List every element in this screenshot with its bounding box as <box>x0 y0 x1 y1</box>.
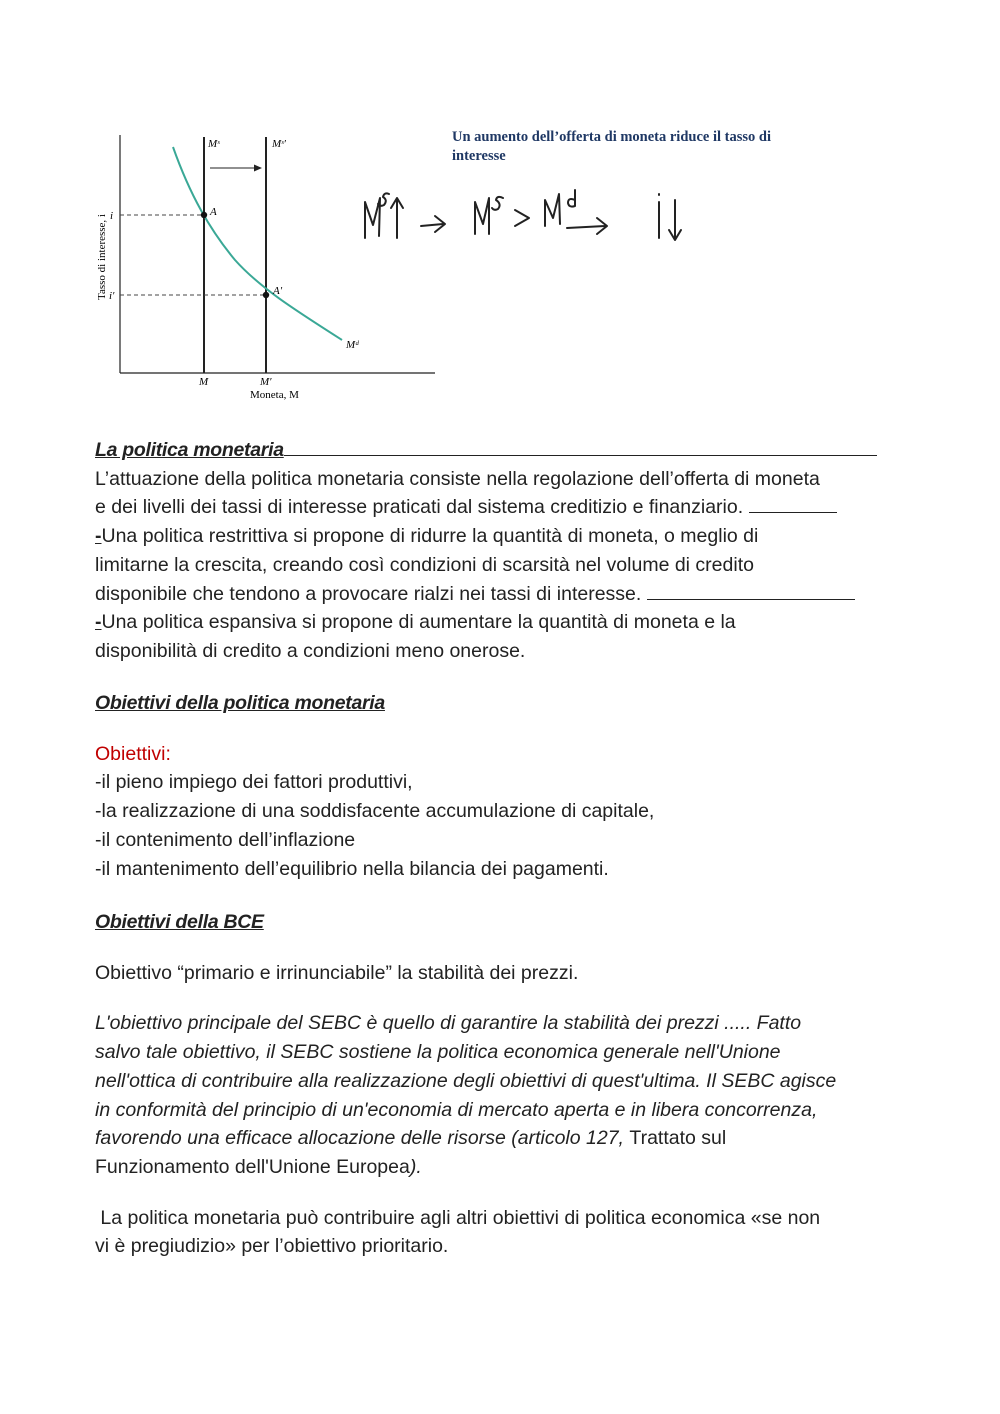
title-underline-rule <box>284 437 877 456</box>
paragraph-line: Una politica restrittiva si propone di ridurre la quantità di moneta, o meglio di <box>101 525 759 548</box>
paragraph-line: limitarne la crescita, creando così condizioni di scarsità nel volume di credito <box>95 553 754 576</box>
section-obiettivi-politica <box>95 689 907 883</box>
y-axis-label: Tasso di interesse, i <box>96 214 108 300</box>
closing-line: La politica monetaria può contribuire agli altri obiettivi di politica economica «se non <box>95 1206 821 1229</box>
point-a2 <box>263 292 269 298</box>
quote-line: nell'ottica di contribuire alla realizzazione degli obiettivi di quest'ultima. Il SEBC agisce <box>95 1069 837 1092</box>
section-title: Obiettivi della politica monetaria <box>95 692 385 714</box>
label-ms: Mˢ <box>208 138 220 150</box>
quote-line: in conformità del principio di un'economia di mercato aperta e in libera concorrenza, <box>95 1098 818 1121</box>
shift-arrow-head <box>254 165 262 172</box>
quote-line: L'obiettivo principale del SEBC è quello di garantire la stabilità dei prezzi ..... Fatto <box>95 1012 802 1035</box>
list-item: -il pieno impiego dei fattori produttivi, <box>95 771 413 794</box>
tick-m2: M′ <box>260 376 272 388</box>
quote-end: ). <box>409 1155 422 1178</box>
tick-i: i <box>110 210 114 222</box>
paragraph-line: Una politica espansiva si propone di aumentare la quantità di moneta e la <box>101 611 736 634</box>
treaty-name: Funzionamento dell'Unione Europea <box>95 1155 410 1178</box>
section-obiettivi-bce <box>95 908 907 1261</box>
list-dash: - <box>95 611 102 634</box>
money-demand-curve <box>173 147 342 340</box>
objectives-label: Obiettivi: <box>95 742 171 765</box>
closing-line: vi è pregiudizio» per l’obiettivo prioritario. <box>95 1235 449 1258</box>
paragraph-line: disponibilità di credito a condizioni meno onerose. <box>95 639 526 662</box>
money-market-figure <box>90 125 450 415</box>
quote-line: favorendo una efficace allocazione delle risorse (articolo 127, <box>95 1127 630 1150</box>
paragraph-line: e dei livelli dei tassi di interesse praticati dal sistema creditizio e finanziario. <box>95 496 744 519</box>
label-md: Mᵈ <box>346 339 359 351</box>
point-a <box>201 212 207 218</box>
figure-caption: Un aumento dell’offerta di moneta riduce il tasso di interesse <box>452 129 771 164</box>
section-title: La politica monetaria <box>95 439 284 461</box>
quote-line: salvo tale obiettivo, il SEBC sostiene la politica economica generale nell'Unione <box>95 1041 781 1064</box>
treaty-name: Trattato sul <box>629 1127 727 1150</box>
label-ms2: Mˢ′ <box>272 138 286 150</box>
line-fill-rule <box>647 581 855 600</box>
tick-i2: i′ <box>109 290 115 302</box>
list-item: -il mantenimento dell’equilibrio nella bilancia dei pagamenti. <box>95 857 609 880</box>
section-title: Obiettivi della BCE <box>95 911 264 933</box>
label-a: A <box>210 206 217 218</box>
label-a2: A′ <box>273 285 283 297</box>
x-axis-label: Moneta, M <box>250 389 299 401</box>
paragraph-line: L’attuazione della politica monetaria consiste nella regolazione dell’offerta di moneta <box>95 467 820 490</box>
line-fill-rule <box>749 494 837 513</box>
paragraph-line: disponibile che tendono a provocare rialzi nei tassi di interesse. <box>95 582 642 605</box>
list-dash: - <box>95 525 102 548</box>
list-item: -la realizzazione di una soddisfacente accumulazione di capitale, <box>95 800 655 823</box>
list-item: -il contenimento dell’inflazione <box>95 828 356 851</box>
tick-m: M <box>199 376 209 388</box>
section-politica-monetaria <box>95 436 907 666</box>
handwritten-annotation <box>355 180 695 250</box>
primary-objective: Obiettivo “primario e irrinunciabile” la stabilità dei prezzi. <box>95 961 579 984</box>
